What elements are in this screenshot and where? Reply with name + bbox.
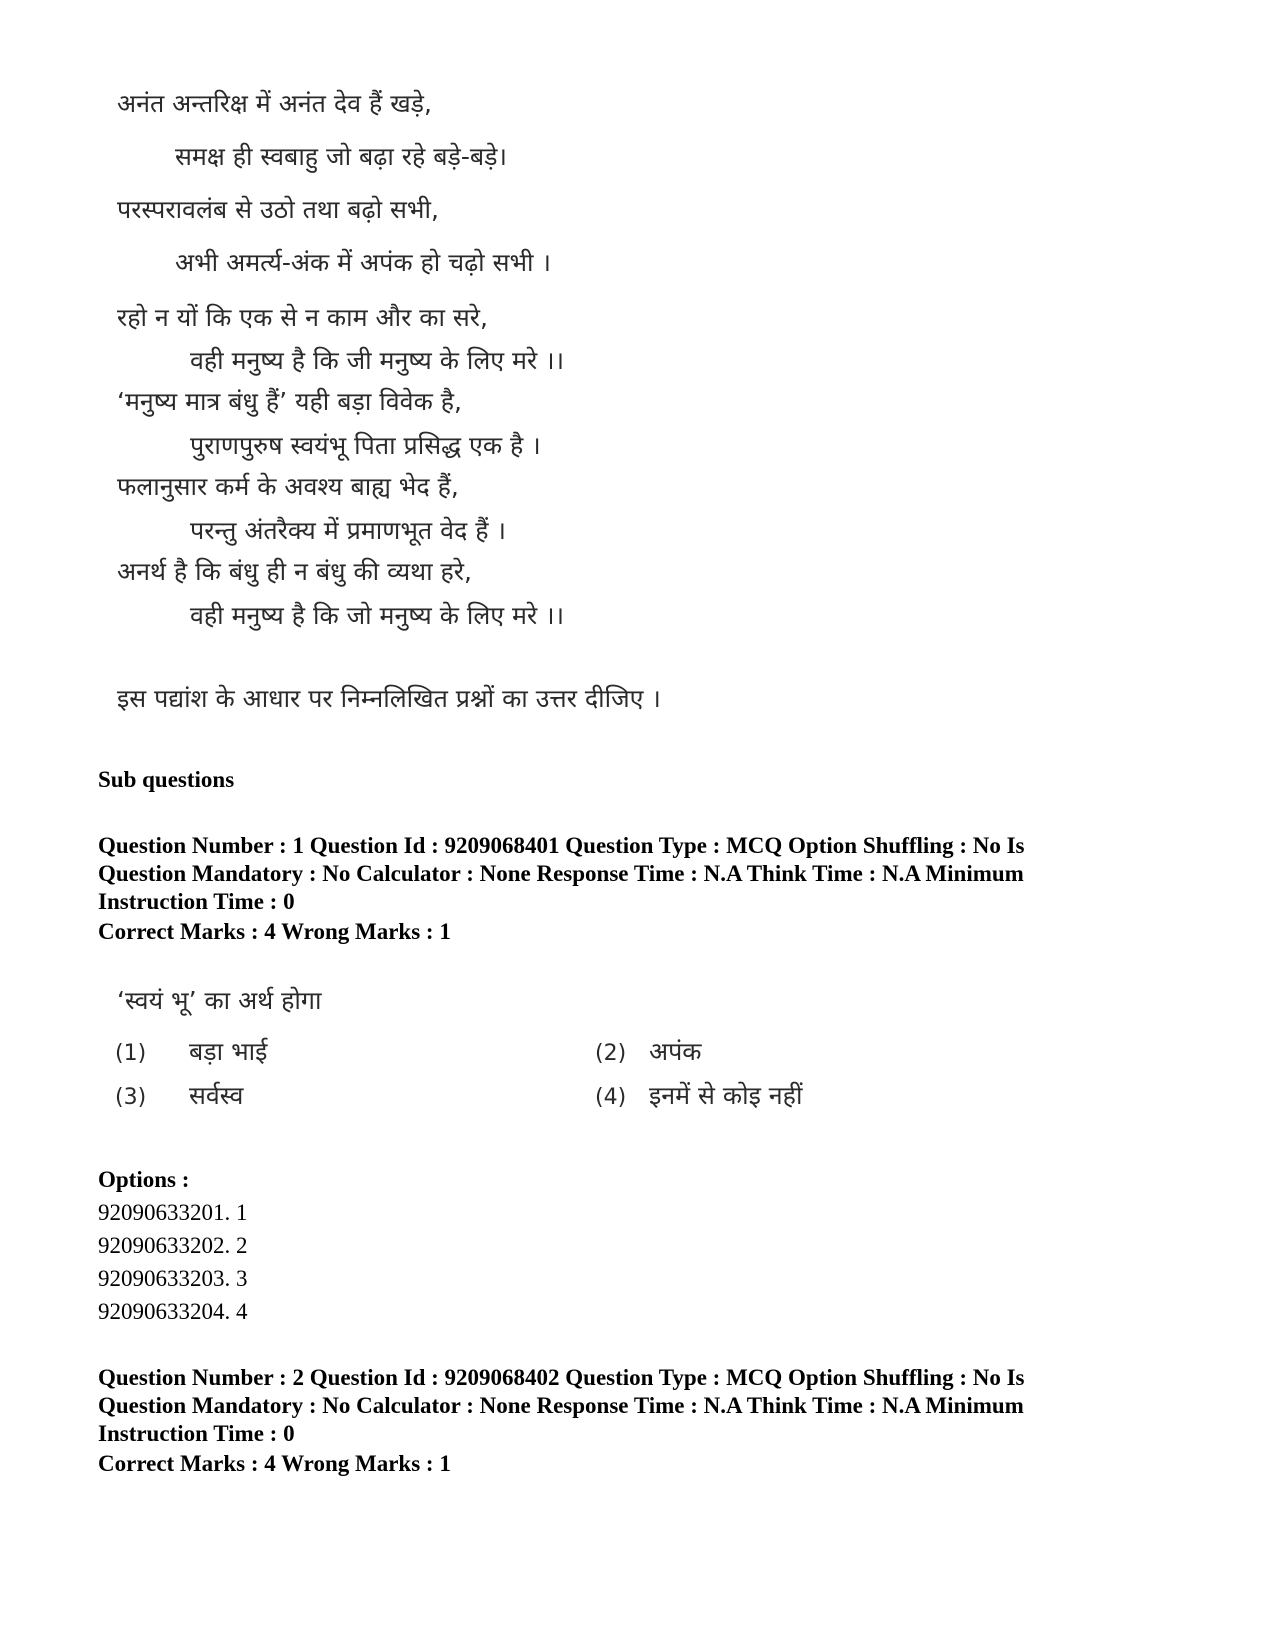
question-2-meta (98, 1364, 1188, 1448)
choice-label: अपंक (649, 1037, 702, 1066)
poem-line: ‘मनुष्य मात्र बंधु हैं’ यही बड़ा विवेक है, (117, 387, 462, 416)
poem-line: वही मनुष्य है कि जो मनुष्य के लिए मरे ।। (190, 601, 565, 630)
poem-line: अभी अमर्त्य-अंक में अपंक हो चढ़ो सभी । (175, 248, 551, 277)
option-item: 92090633201. 1 (98, 1200, 248, 1225)
question-choice (595, 1036, 702, 1070)
question-choice (115, 1080, 243, 1114)
question-meta-line: Instruction Time : 0 (98, 1421, 295, 1446)
choice-number: (3) (115, 1085, 147, 1110)
poem-line: फलानुसार कर्म के अवश्य बाह्य भेद हैं, (117, 472, 459, 501)
question-choice (595, 1080, 802, 1114)
poem-line: अनंत अन्तरिक्ष में अनंत देव हैं खड़े, (117, 89, 432, 118)
question-meta-line: Instruction Time : 0 (98, 889, 295, 914)
poem-line: परन्तु अंतरैक्य में प्रमाणभूत वेद हैं । (190, 516, 506, 545)
options-heading: Options : (98, 1167, 190, 1192)
poem-line: पुराणपुरुष स्वयंभू पिता प्रसिद्ध एक है । (190, 431, 541, 460)
question-choice (115, 1036, 267, 1070)
poem-line: वही मनुष्य है कि जी मनुष्य के लिए मरे ।। (190, 346, 565, 375)
passage-instruction: इस पद्यांश के आधार पर निम्नलिखित प्रश्नों का उत्तर दीजिए । (117, 684, 661, 713)
question-1-text: ‘स्वयं भू’ का अर्थ होगा (117, 986, 322, 1015)
question-1-marks: Correct Marks : 4 Wrong Marks : 1 (98, 919, 451, 944)
poem-line: रहो न यों कि एक से न काम और का सरे, (117, 303, 488, 332)
choice-number: (1) (115, 1041, 147, 1066)
choice-label: बड़ा भाई (189, 1037, 268, 1066)
question-meta-line: Question Number : 2 Question Id : 9209068402 Question Type : MCQ Option Shuffling : No Is (98, 1365, 1025, 1390)
option-item: 92090633202. 2 (98, 1233, 248, 1258)
choice-number: (2) (595, 1041, 627, 1066)
choice-label: इनमें से कोइ नहीं (649, 1081, 803, 1110)
question-2-marks: Correct Marks : 4 Wrong Marks : 1 (98, 1451, 451, 1476)
choice-number: (4) (595, 1085, 627, 1110)
option-item: 92090633204. 4 (98, 1299, 248, 1324)
sub-questions-heading: Sub questions (98, 767, 235, 792)
poem-line: परस्परावलंब से उठो तथा बढ़ो सभी, (117, 195, 439, 224)
question-meta-line: Question Number : 1 Question Id : 9209068401 Question Type : MCQ Option Shuffling : No Is (98, 833, 1025, 858)
question-meta-line: Question Mandatory : No Calculator : None Response Time : N.A Think Time : N.A Minimum (98, 861, 1024, 886)
poem-line: समक्ष ही स्वबाहु जो बढ़ा रहे बड़े-बड़े। (175, 142, 508, 171)
option-item: 92090633203. 3 (98, 1266, 248, 1291)
question-1-meta (98, 832, 1188, 916)
choice-label: सर्वस्व (189, 1081, 244, 1110)
question-meta-line: Question Mandatory : No Calculator : None Response Time : N.A Think Time : N.A Minimum (98, 1393, 1024, 1418)
poem-line: अनर्थ है कि बंधु ही न बंधु की व्यथा हरे, (117, 557, 472, 586)
